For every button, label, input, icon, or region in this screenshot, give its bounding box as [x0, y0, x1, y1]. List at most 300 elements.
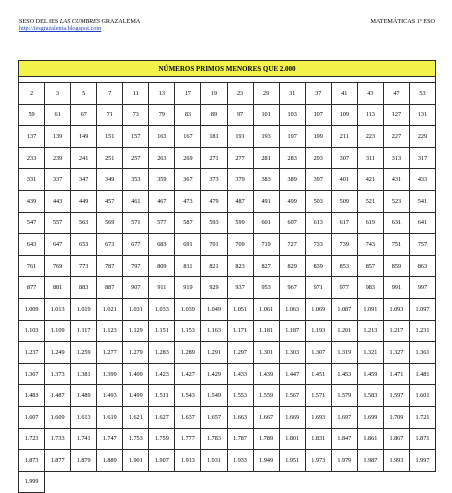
- prime-cell: 151: [97, 126, 123, 148]
- prime-cell: 139: [45, 126, 71, 148]
- prime-cell: 317: [409, 147, 435, 169]
- prime-cell: 431: [383, 169, 409, 191]
- prime-cell: 1.409: [123, 363, 149, 385]
- prime-cell: 827: [253, 255, 279, 277]
- prime-cell: 1.427: [175, 363, 201, 385]
- prime-cell: 1.319: [331, 342, 357, 364]
- prime-cell: 607: [279, 212, 305, 234]
- prime-cell: 1.091: [357, 298, 383, 320]
- prime-cell: 1.321: [357, 342, 383, 364]
- prime-cell: 479: [201, 190, 227, 212]
- prime-cell: 157: [123, 126, 149, 148]
- table-title: NÚMEROS PRIMOS MENORES QUE 2.000: [19, 61, 436, 77]
- prime-cell: 311: [357, 147, 383, 169]
- prime-cell: 41: [331, 83, 357, 105]
- prime-cell: 1.433: [227, 363, 253, 385]
- prime-cell: 1.847: [331, 428, 357, 450]
- empty-cell: [149, 471, 175, 493]
- prime-cell: 773: [71, 255, 97, 277]
- prime-cell: 997: [409, 277, 435, 299]
- prime-cell: 1.151: [149, 320, 175, 342]
- prime-cell: 1.049: [201, 298, 227, 320]
- primes-table: [18, 60, 436, 493]
- prime-cell: 1.399: [97, 363, 123, 385]
- prime-cell: 863: [409, 255, 435, 277]
- prime-cell: 1.423: [149, 363, 175, 385]
- prime-cell: 1.759: [149, 428, 175, 450]
- table-title-row: [19, 61, 436, 77]
- prime-cell: 1.051: [227, 298, 253, 320]
- prime-cell: 719: [253, 234, 279, 256]
- prime-cell: 29: [253, 83, 279, 105]
- prime-cell: 809: [149, 255, 175, 277]
- prime-cell: 617: [331, 212, 357, 234]
- table-row: [19, 363, 436, 385]
- prime-cell: 743: [357, 234, 383, 256]
- prime-cell: 727: [279, 234, 305, 256]
- prime-cell: 1.699: [357, 406, 383, 428]
- prime-cell: 751: [383, 234, 409, 256]
- prime-cell: 701: [201, 234, 227, 256]
- prime-cell: 593: [201, 212, 227, 234]
- prime-cell: 1.979: [331, 450, 357, 472]
- prime-cell: 1.693: [305, 406, 331, 428]
- empty-cell: [357, 471, 383, 493]
- prime-cell: 967: [279, 277, 305, 299]
- prime-cell: 569: [97, 212, 123, 234]
- prime-cell: 307: [331, 147, 357, 169]
- prime-cell: 919: [175, 277, 201, 299]
- prime-cell: 1.889: [97, 450, 123, 472]
- prime-cell: 101: [253, 104, 279, 126]
- school-prefix: SESO DEL IES: [19, 18, 60, 25]
- prime-cell: 1.787: [227, 428, 253, 450]
- prime-cell: 1.543: [175, 385, 201, 407]
- empty-cell: [409, 471, 435, 493]
- prime-cell: 1.571: [305, 385, 331, 407]
- prime-cell: 1.109: [45, 320, 71, 342]
- table-row: [19, 234, 436, 256]
- prime-cell: 1.559: [253, 385, 279, 407]
- prime-cell: 1.181: [253, 320, 279, 342]
- prime-cell: 1.777: [175, 428, 201, 450]
- prime-cell: 107: [305, 104, 331, 126]
- prime-cell: 521: [357, 190, 383, 212]
- prime-cell: 839: [305, 255, 331, 277]
- table-row: [19, 104, 436, 126]
- prime-cell: 983: [357, 277, 383, 299]
- prime-cell: 1.741: [71, 428, 97, 450]
- prime-cell: 619: [357, 212, 383, 234]
- prime-cell: 83: [175, 104, 201, 126]
- prime-cell: 43: [357, 83, 383, 105]
- prime-cell: 461: [123, 190, 149, 212]
- table-row: [19, 406, 436, 428]
- prime-cell: 457: [97, 190, 123, 212]
- prime-cell: 811: [175, 255, 201, 277]
- prime-cell: 499: [279, 190, 305, 212]
- empty-cell: [331, 471, 357, 493]
- school-italic: LAS CUMBRES: [59, 18, 100, 25]
- prime-cell: 1.303: [279, 342, 305, 364]
- prime-cell: 283: [279, 147, 305, 169]
- table-row: [19, 471, 436, 493]
- prime-cell: 1.231: [409, 320, 435, 342]
- prime-cell: 563: [71, 212, 97, 234]
- prime-cell: 787: [97, 255, 123, 277]
- prime-cell: 389: [279, 169, 305, 191]
- prime-cell: 757: [409, 234, 435, 256]
- prime-cell: 1.657: [201, 406, 227, 428]
- prime-cell: 1.913: [175, 450, 201, 472]
- prime-cell: 313: [383, 147, 409, 169]
- prime-cell: 1.997: [409, 450, 435, 472]
- prime-cell: 59: [19, 104, 45, 126]
- prime-cell: 1.951: [279, 450, 305, 472]
- prime-cell: 223: [357, 126, 383, 148]
- prime-cell: 739: [331, 234, 357, 256]
- prime-cell: 509: [331, 190, 357, 212]
- empty-cell: [383, 471, 409, 493]
- table-row: [19, 147, 436, 169]
- prime-cell: 613: [305, 212, 331, 234]
- prime-cell: 1.483: [19, 385, 45, 407]
- prime-cell: 1.789: [253, 428, 279, 450]
- prime-cell: 1.373: [45, 363, 71, 385]
- prime-cell: 1.867: [383, 428, 409, 450]
- table-row: [19, 126, 436, 148]
- prime-cell: 1.721: [409, 406, 435, 428]
- prime-cell: 1.367: [19, 363, 45, 385]
- prime-cell: 1.187: [279, 320, 305, 342]
- prime-cell: 1.291: [201, 342, 227, 364]
- prime-cell: 577: [149, 212, 175, 234]
- table-row: [19, 212, 436, 234]
- prime-cell: 1.171: [227, 320, 253, 342]
- prime-cell: 67: [71, 104, 97, 126]
- prime-cell: 1.511: [149, 385, 175, 407]
- prime-cell: 1.279: [123, 342, 149, 364]
- prime-cell: 1.063: [279, 298, 305, 320]
- prime-cell: 1.021: [97, 298, 123, 320]
- prime-cell: 653: [71, 234, 97, 256]
- prime-cell: 251: [97, 147, 123, 169]
- prime-cell: 487: [227, 190, 253, 212]
- prime-cell: 277: [227, 147, 253, 169]
- empty-cell: [45, 471, 71, 493]
- prime-cell: 367: [175, 169, 201, 191]
- prime-cell: 883: [71, 277, 97, 299]
- prime-cell: 89: [201, 104, 227, 126]
- table-row: [19, 255, 436, 277]
- prime-cell: 1.933: [227, 450, 253, 472]
- prime-cell: 269: [175, 147, 201, 169]
- prime-cell: 53: [409, 83, 435, 105]
- prime-cell: 673: [97, 234, 123, 256]
- prime-cell: 1.301: [253, 342, 279, 364]
- prime-cell: 1.039: [175, 298, 201, 320]
- prime-cell: 1.753: [123, 428, 149, 450]
- prime-cell: 1.667: [253, 406, 279, 428]
- prime-cell: 397: [305, 169, 331, 191]
- empty-cell: [305, 471, 331, 493]
- prime-cell: 1.093: [383, 298, 409, 320]
- prime-cell: 1.033: [149, 298, 175, 320]
- prime-cell: 1.663: [227, 406, 253, 428]
- prime-cell: 229: [409, 126, 435, 148]
- prime-cell: 1.583: [357, 385, 383, 407]
- prime-cell: 199: [305, 126, 331, 148]
- prime-cell: 73: [123, 104, 149, 126]
- prime-cell: 1.429: [201, 363, 227, 385]
- table-row: [19, 277, 436, 299]
- prime-cell: 1.217: [383, 320, 409, 342]
- prime-cell: 349: [97, 169, 123, 191]
- prime-cell: 1.451: [305, 363, 331, 385]
- prime-cell: 401: [331, 169, 357, 191]
- prime-cell: 641: [409, 212, 435, 234]
- prime-cell: 1.931: [201, 450, 227, 472]
- prime-cell: 503: [305, 190, 331, 212]
- prime-cell: 281: [253, 147, 279, 169]
- prime-cell: 1.549: [201, 385, 227, 407]
- prime-cell: 467: [149, 190, 175, 212]
- prime-cell: 1.619: [97, 406, 123, 428]
- prime-cell: 13: [149, 83, 175, 105]
- prime-cell: 443: [45, 190, 71, 212]
- prime-cell: 331: [19, 169, 45, 191]
- prime-cell: 857: [357, 255, 383, 277]
- prime-cell: 1.877: [45, 450, 71, 472]
- prime-cell: 977: [331, 277, 357, 299]
- prime-cell: 1.607: [19, 406, 45, 428]
- prime-cell: 907: [123, 277, 149, 299]
- prime-cell: 383: [253, 169, 279, 191]
- prime-cell: 31: [279, 83, 305, 105]
- prime-cell: 1.901: [123, 450, 149, 472]
- prime-cell: 1.123: [97, 320, 123, 342]
- prime-cell: 547: [19, 212, 45, 234]
- prime-cell: 1.873: [19, 450, 45, 472]
- prime-cell: 557: [45, 212, 71, 234]
- prime-cell: 1.283: [149, 342, 175, 364]
- table-row: [19, 83, 436, 105]
- prime-cell: 953: [253, 277, 279, 299]
- prime-cell: 131: [409, 104, 435, 126]
- prime-cell: 127: [383, 104, 409, 126]
- prime-cell: 683: [149, 234, 175, 256]
- prime-cell: 881: [45, 277, 71, 299]
- empty-cell: [123, 471, 149, 493]
- prime-cell: 449: [71, 190, 97, 212]
- prime-cell: 3: [45, 83, 71, 105]
- table-row: [19, 320, 436, 342]
- prime-cell: 1.879: [71, 450, 97, 472]
- prime-cell: 911: [149, 277, 175, 299]
- prime-cell: 587: [175, 212, 201, 234]
- prime-cell: 1.031: [123, 298, 149, 320]
- table-row: [19, 190, 436, 212]
- prime-cell: 1.669: [279, 406, 305, 428]
- prime-cell: 379: [227, 169, 253, 191]
- table-row: [19, 298, 436, 320]
- prime-cell: 1.439: [253, 363, 279, 385]
- prime-cell: 241: [71, 147, 97, 169]
- primes-table-container: [18, 60, 436, 493]
- prime-cell: 887: [97, 277, 123, 299]
- prime-cell: 1.459: [357, 363, 383, 385]
- prime-cell: 1.637: [175, 406, 201, 428]
- prime-cell: 797: [123, 255, 149, 277]
- table-row: [19, 385, 436, 407]
- prime-cell: 1.129: [123, 320, 149, 342]
- table-row: [19, 450, 436, 472]
- prime-cell: 113: [357, 104, 383, 126]
- prime-cell: 1.019: [71, 298, 97, 320]
- prime-cell: 1.489: [71, 385, 97, 407]
- prime-cell: 733: [305, 234, 331, 256]
- prime-cell: 1.987: [357, 450, 383, 472]
- prime-cell: 647: [45, 234, 71, 256]
- prime-cell: 1.493: [97, 385, 123, 407]
- prime-cell: 1.871: [409, 428, 435, 450]
- prime-cell: 1.213: [357, 320, 383, 342]
- prime-cell: 1.999: [19, 471, 45, 493]
- prime-cell: 19: [201, 83, 227, 105]
- prime-cell: 7: [97, 83, 123, 105]
- prime-cell: 421: [357, 169, 383, 191]
- prime-cell: 541: [409, 190, 435, 212]
- prime-cell: 829: [279, 255, 305, 277]
- prime-cell: 823: [227, 255, 253, 277]
- prime-cell: 347: [71, 169, 97, 191]
- prime-cell: 149: [71, 126, 97, 148]
- prime-cell: 97: [227, 104, 253, 126]
- prime-cell: 181: [201, 126, 227, 148]
- prime-cell: 971: [305, 277, 331, 299]
- prime-cell: 1.601: [409, 385, 435, 407]
- prime-cell: 1.013: [45, 298, 71, 320]
- empty-cell: [227, 471, 253, 493]
- prime-cell: 709: [227, 234, 253, 256]
- prime-cell: 571: [123, 212, 149, 234]
- table-row: [19, 342, 436, 364]
- prime-cell: 359: [149, 169, 175, 191]
- prime-cell: 1.297: [227, 342, 253, 364]
- prime-cell: 193: [253, 126, 279, 148]
- school-name: [19, 18, 140, 25]
- prime-cell: 17: [175, 83, 201, 105]
- prime-cell: 1.193: [305, 320, 331, 342]
- prime-cell: 211: [331, 126, 357, 148]
- prime-cell: 859: [383, 255, 409, 277]
- prime-cell: 643: [19, 234, 45, 256]
- prime-cell: 47: [383, 83, 409, 105]
- prime-cell: 991: [383, 277, 409, 299]
- prime-cell: 1.201: [331, 320, 357, 342]
- prime-cell: 677: [123, 234, 149, 256]
- prime-cell: 1.613: [71, 406, 97, 428]
- prime-cell: 1.481: [409, 363, 435, 385]
- prime-cell: 239: [45, 147, 71, 169]
- empty-cell: [175, 471, 201, 493]
- prime-cell: 1.579: [331, 385, 357, 407]
- prime-cell: 1.993: [383, 450, 409, 472]
- empty-cell: [71, 471, 97, 493]
- prime-cell: 227: [383, 126, 409, 148]
- prime-cell: 937: [227, 277, 253, 299]
- document-header-left: [19, 18, 140, 32]
- empty-cell: [201, 471, 227, 493]
- prime-cell: 79: [149, 104, 175, 126]
- prime-cell: 433: [409, 169, 435, 191]
- prime-cell: 1.381: [71, 363, 97, 385]
- prime-cell: 163: [149, 126, 175, 148]
- prime-cell: 523: [383, 190, 409, 212]
- prime-cell: 1.783: [201, 428, 227, 450]
- prime-cell: 23: [227, 83, 253, 105]
- prime-cell: 1.009: [19, 298, 45, 320]
- prime-cell: 1.163: [201, 320, 227, 342]
- prime-cell: 1.453: [331, 363, 357, 385]
- prime-cell: 1.249: [45, 342, 71, 364]
- prime-cell: 1.499: [123, 385, 149, 407]
- prime-cell: 929: [201, 277, 227, 299]
- prime-cell: 1.277: [97, 342, 123, 364]
- prime-cell: 1.259: [71, 342, 97, 364]
- prime-cell: 1.471: [383, 363, 409, 385]
- prime-cell: 337: [45, 169, 71, 191]
- prime-cell: 1.697: [331, 406, 357, 428]
- prime-cell: 473: [175, 190, 201, 212]
- table-row: [19, 428, 436, 450]
- prime-cell: 197: [279, 126, 305, 148]
- empty-cell: [279, 471, 305, 493]
- prime-cell: 1.153: [175, 320, 201, 342]
- school-suffix: GRAZALEMA: [99, 18, 141, 25]
- prime-cell: 1.801: [279, 428, 305, 450]
- prime-cell: 1.621: [123, 406, 149, 428]
- prime-cell: 1.237: [19, 342, 45, 364]
- prime-cell: 233: [19, 147, 45, 169]
- empty-cell: [97, 471, 123, 493]
- prime-cell: 257: [123, 147, 149, 169]
- prime-cell: 5: [71, 83, 97, 105]
- prime-cell: 271: [201, 147, 227, 169]
- prime-cell: 1.831: [305, 428, 331, 450]
- prime-cell: 373: [201, 169, 227, 191]
- prime-cell: 167: [175, 126, 201, 148]
- prime-cell: 2: [19, 83, 45, 105]
- blog-link[interactable]: http://iesgrazalema.blogspot.com: [19, 25, 102, 33]
- prime-cell: 1.709: [383, 406, 409, 428]
- prime-cell: 631: [383, 212, 409, 234]
- prime-cell: 1.597: [383, 385, 409, 407]
- table-row: [19, 169, 436, 191]
- prime-cell: 821: [201, 255, 227, 277]
- prime-cell: 853: [331, 255, 357, 277]
- prime-cell: 1.553: [227, 385, 253, 407]
- prime-cell: 1.487: [45, 385, 71, 407]
- prime-cell: 103: [279, 104, 305, 126]
- prime-cell: 1.061: [253, 298, 279, 320]
- prime-cell: 61: [45, 104, 71, 126]
- prime-cell: 137: [19, 126, 45, 148]
- prime-cell: 71: [97, 104, 123, 126]
- prime-cell: 439: [19, 190, 45, 212]
- prime-cell: 761: [19, 255, 45, 277]
- prime-cell: 877: [19, 277, 45, 299]
